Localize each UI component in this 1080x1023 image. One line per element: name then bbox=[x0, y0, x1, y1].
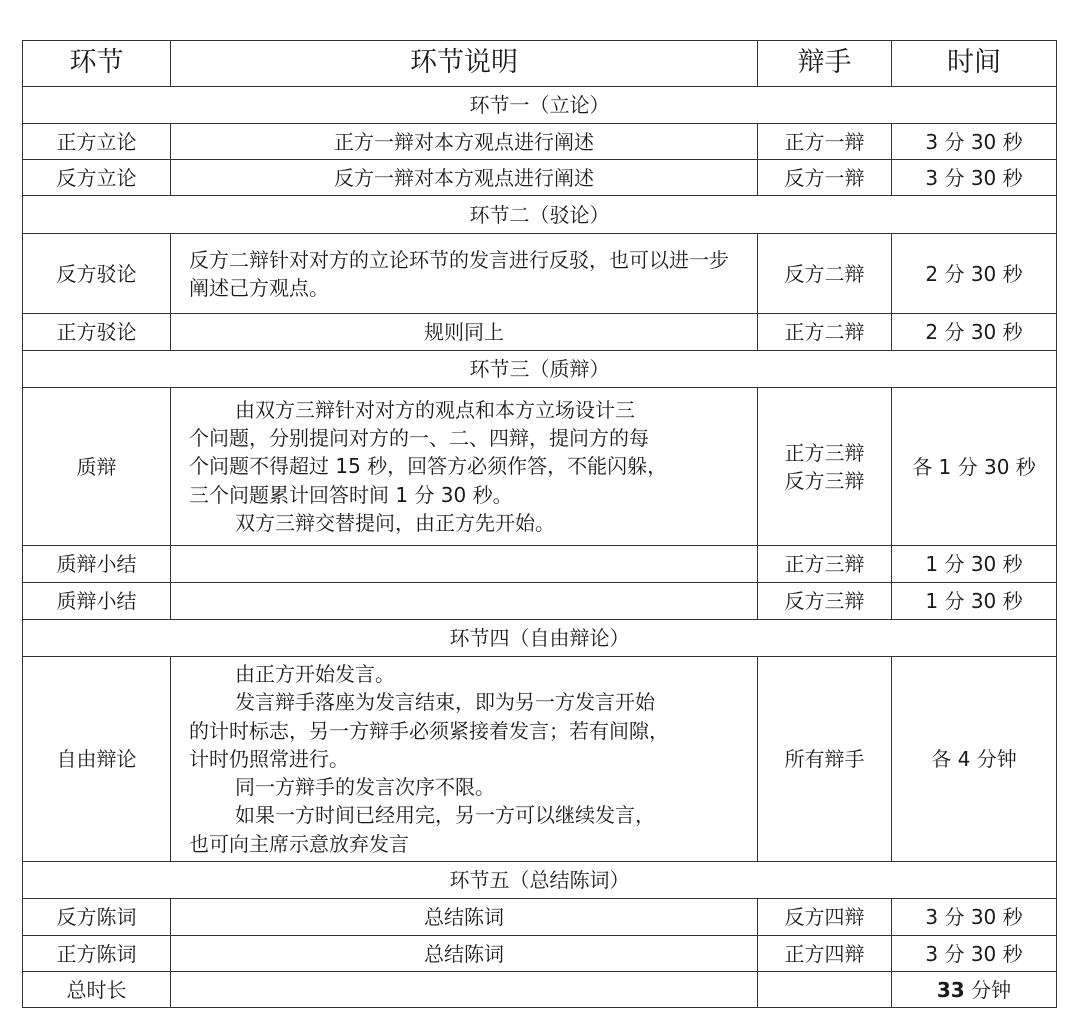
stage-cell: 正方驳论 bbox=[23, 314, 171, 351]
stage-cell: 自由辩论 bbox=[23, 657, 171, 862]
description-line: 也可向主席示意放弃发言 bbox=[189, 831, 409, 856]
stage-cell: 反方陈词 bbox=[23, 899, 171, 936]
header-debater: 辩手 bbox=[758, 41, 892, 87]
description-cell: 规则同上 bbox=[171, 314, 758, 351]
debater-cell: 正方四辩 bbox=[758, 936, 892, 972]
description-line: 如果一方时间已经用完，另一方可以继续发言， bbox=[235, 803, 655, 828]
stage-cell: 质辩小结 bbox=[23, 546, 171, 583]
debater-cell: 正方二辩 bbox=[758, 314, 892, 351]
description-line: 双方三辩交替提问，由正方先开始。 bbox=[235, 510, 555, 535]
section-title: 环节二（驳论） bbox=[23, 196, 1057, 234]
debater-cell: 反方三辩 bbox=[758, 583, 892, 620]
stage-cell: 正方陈词 bbox=[23, 936, 171, 972]
description-line: 计时仍照常进行。 bbox=[189, 746, 349, 771]
description-line: 个问题，分别提问对方的一、二、四辩，提问方的每 bbox=[189, 426, 649, 451]
description-line: 由正方开始发言。 bbox=[235, 661, 395, 686]
stage-cell: 质辩小结 bbox=[23, 583, 171, 620]
description-line: 三个问题累计回答时间 1 分 30 秒。 bbox=[189, 482, 513, 507]
stage-cell: 反方立论 bbox=[23, 160, 171, 196]
stage-cell: 反方驳论 bbox=[23, 234, 171, 314]
description-line: 同一方辩手的发言次序不限。 bbox=[235, 775, 495, 800]
description-cell: 正方一辩对本方观点进行阐述 bbox=[171, 124, 758, 160]
table-row bbox=[23, 583, 1057, 620]
description-cell: 总结陈词 bbox=[171, 936, 758, 972]
debater-cell: 正方三辩 bbox=[758, 546, 892, 583]
description-cell: 反方一辩对本方观点进行阐述 bbox=[171, 160, 758, 196]
section-title: 环节四（自由辩论） bbox=[23, 620, 1057, 657]
time-cell: 3 分 30 秒 bbox=[892, 899, 1057, 936]
debater-cell: 所有辩手 bbox=[758, 657, 892, 862]
section-row bbox=[23, 351, 1057, 388]
total-time-value: 33 bbox=[936, 977, 965, 1002]
total-time-unit: 分钟 bbox=[964, 977, 1012, 1002]
total-label: 总时长 bbox=[23, 972, 171, 1008]
time-cell: 3 分 30 秒 bbox=[892, 124, 1057, 160]
description-cell bbox=[171, 972, 758, 1008]
description-cell bbox=[171, 388, 758, 546]
section-row bbox=[23, 196, 1057, 234]
time-cell: 3 分 30 秒 bbox=[892, 936, 1057, 972]
table-row bbox=[23, 234, 1057, 314]
debater-name: 正方三辩 bbox=[784, 440, 865, 465]
header-row bbox=[23, 41, 1057, 87]
time-cell: 1 分 30 秒 bbox=[892, 546, 1057, 583]
section-row bbox=[23, 862, 1057, 899]
total-time-cell bbox=[892, 972, 1057, 1008]
time-cell: 3 分 30 秒 bbox=[892, 160, 1057, 196]
table-row bbox=[23, 899, 1057, 936]
table-row bbox=[23, 314, 1057, 351]
description-line: 由双方三辩针对对方的观点和本方立场设计三 bbox=[235, 397, 635, 422]
table-row bbox=[23, 124, 1057, 160]
time-cell: 2 分 30 秒 bbox=[892, 234, 1057, 314]
debater-cell bbox=[758, 972, 892, 1008]
table-row bbox=[23, 388, 1057, 546]
stage-cell: 质辩 bbox=[23, 388, 171, 546]
section-row bbox=[23, 620, 1057, 657]
section-title: 环节三（质辩） bbox=[23, 351, 1057, 388]
section-title: 环节一（立论） bbox=[23, 87, 1057, 124]
debater-name: 反方三辩 bbox=[784, 468, 865, 493]
section-row bbox=[23, 87, 1057, 124]
header-stage: 环节 bbox=[23, 41, 171, 87]
total-row bbox=[23, 972, 1057, 1008]
time-cell: 2 分 30 秒 bbox=[892, 314, 1057, 351]
description-cell: 总结陈词 bbox=[171, 899, 758, 936]
description-line: 发言辩手落座为发言结束，即为另一方发言开始 bbox=[235, 690, 655, 715]
table-row bbox=[23, 546, 1057, 583]
debate-schedule-table bbox=[22, 40, 1057, 1008]
debater-cell: 正方一辩 bbox=[758, 124, 892, 160]
debater-cell: 反方四辩 bbox=[758, 899, 892, 936]
debater-cell bbox=[758, 388, 892, 546]
header-description: 环节说明 bbox=[171, 41, 758, 87]
description-cell bbox=[171, 583, 758, 620]
description-cell: 反方二辩针对对方的立论环节的发言进行反驳，也可以进一步阐述己方观点。 bbox=[171, 234, 758, 314]
table-row bbox=[23, 657, 1057, 862]
table-row bbox=[23, 160, 1057, 196]
header-time: 时间 bbox=[892, 41, 1057, 87]
description-cell bbox=[171, 657, 758, 862]
time-cell: 各 4 分钟 bbox=[892, 657, 1057, 862]
time-cell: 各 1 分 30 秒 bbox=[892, 388, 1057, 546]
debater-cell: 反方一辩 bbox=[758, 160, 892, 196]
section-title: 环节五（总结陈词） bbox=[23, 862, 1057, 899]
description-line: 的计时标志，另一方辩手必须紧接着发言；若有间隙， bbox=[189, 718, 669, 743]
stage-cell: 正方立论 bbox=[23, 124, 171, 160]
time-cell: 1 分 30 秒 bbox=[892, 583, 1057, 620]
table-row bbox=[23, 936, 1057, 972]
debater-cell: 反方二辩 bbox=[758, 234, 892, 314]
description-line: 个问题不得超过 15 秒，回答方必须作答，不能闪躲， bbox=[189, 454, 668, 479]
description-cell bbox=[171, 546, 758, 583]
